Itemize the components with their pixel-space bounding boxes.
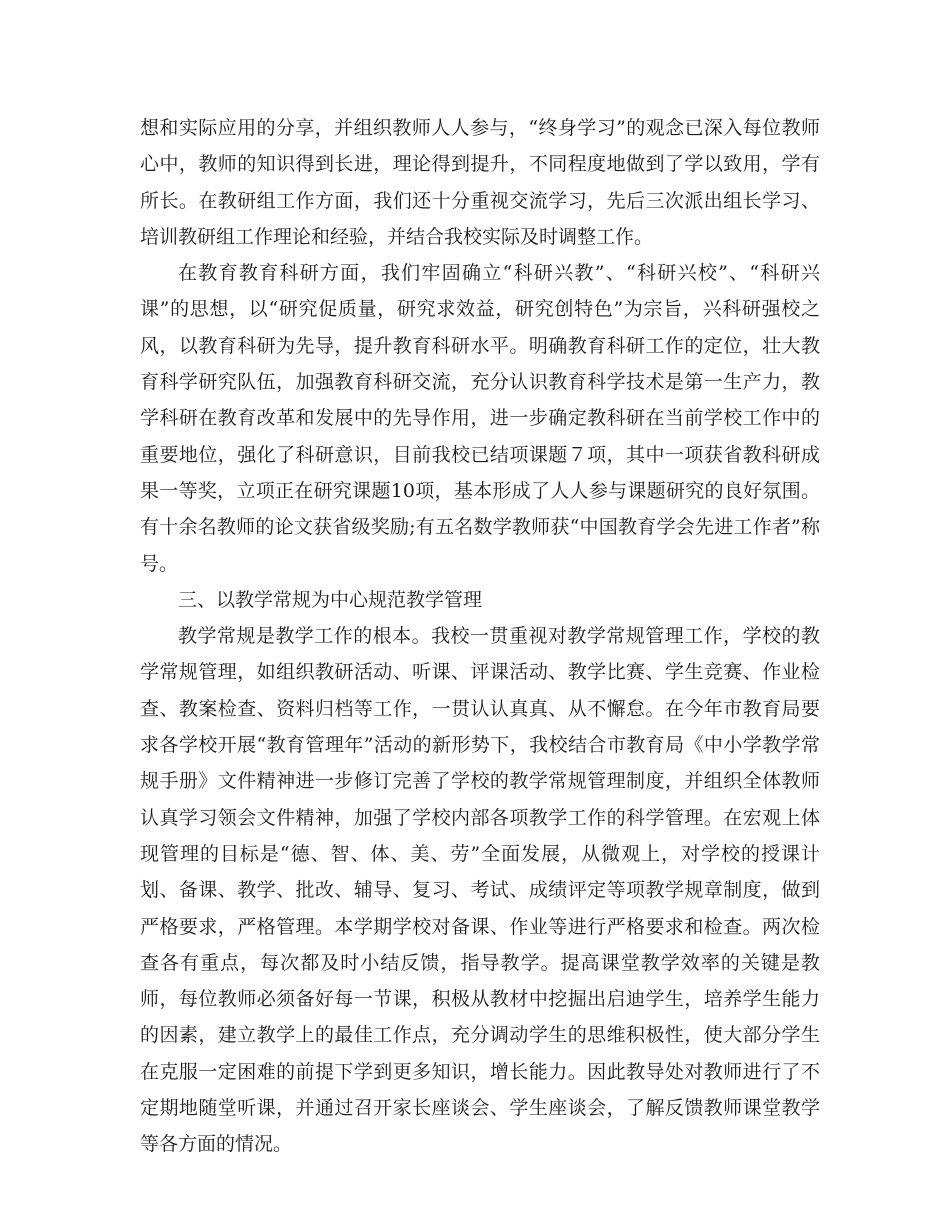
document-page <box>140 110 820 1163</box>
paragraph-continuation: 想和实际应用的分享，并组织教师人人参与，“终身学习”的观念已深入每位教师心中，教师的知识得到长进，理论得到提升，不同程度地做到了学以致用，学有所长。在教研组工作方面，我们还十分重视交流学习，先后三次派出组长学习、培训教研组工作理论和经验，并结合我校实际及时调整工作。 <box>140 117 820 248</box>
section-heading: 三、以教学常规为中心规范教学管理 <box>178 588 483 611</box>
paragraph-research: 在教育教育科研方面，我们牢固确立“科研兴教”、“科研兴校”、“科研兴课”的思想，以“研究促质量，研究求效益，研究创特色”为宗旨，兴科研强校之风，以教育科研为先导，提升教育科研水平。明确教育科研工作的定位，壮大教育科学研究队伍，加强教育科研交流，充分认识教育科学技术是第一生产力，教学科研在教育改革和发展中的先导作用，进一步确定教科研在当前学校工作中的重要地位，强化了科研意识，目前我校已结项课题７项，其中一项获省教科研成果一等奖，立项正在研究课题10项，基本形成了人人参与课题研究的良好氛围。有十余名教师的论文获省级奖励;有五名数学教师获“中国教育学会先进工作者”称号。 <box>140 262 820 575</box>
paragraph-teaching-routine: 教学常规是教学工作的根本。我校一贯重视对教学常规管理工作，学校的教学常规管理，如组织教研活动、听课、评课活动、教学比赛、学生竞赛、作业检查、教案检查、资料归档等工作，一贯认认真真、从不懈怠。在今年市教育局要求各学校开展“教育管理年”活动的新形势下，我校结合市教育局《中小学教学常规手册》文件精神进一步修订完善了学校的教学常规管理制度，并组织全体教师认真学习领会文件精神，加强了学校内部各项教学工作的科学管理。在宏观上体现管理的目标是“德、智、体、美、劳”全面发展，从微观上，对学校的授课计划、备课、教学、批改、辅导、复习、考试、成绩评定等项教学规章制度，做到严格要求，严格管理。本学期学校对备课、作业等进行严格要求和检查。两次检查各有重点，每次都及时小结反馈，指导教学。提高课堂教学效率的关键是教师，每位教师必须备好每一节课，积极从教材中挖掘出启迪学生，培养学生能力的因素，建立教学上的最佳工作点，充分调动学生的思维积极性，使大部分学生在克服一定困难的前提下学到更多知识，增长能力。因此教导处对教师进行了不定期地随堂听课，并通过召开家长座谈会、学生座谈会，了解反馈教师课堂教学等各方面的情况。 <box>140 625 820 1156</box>
